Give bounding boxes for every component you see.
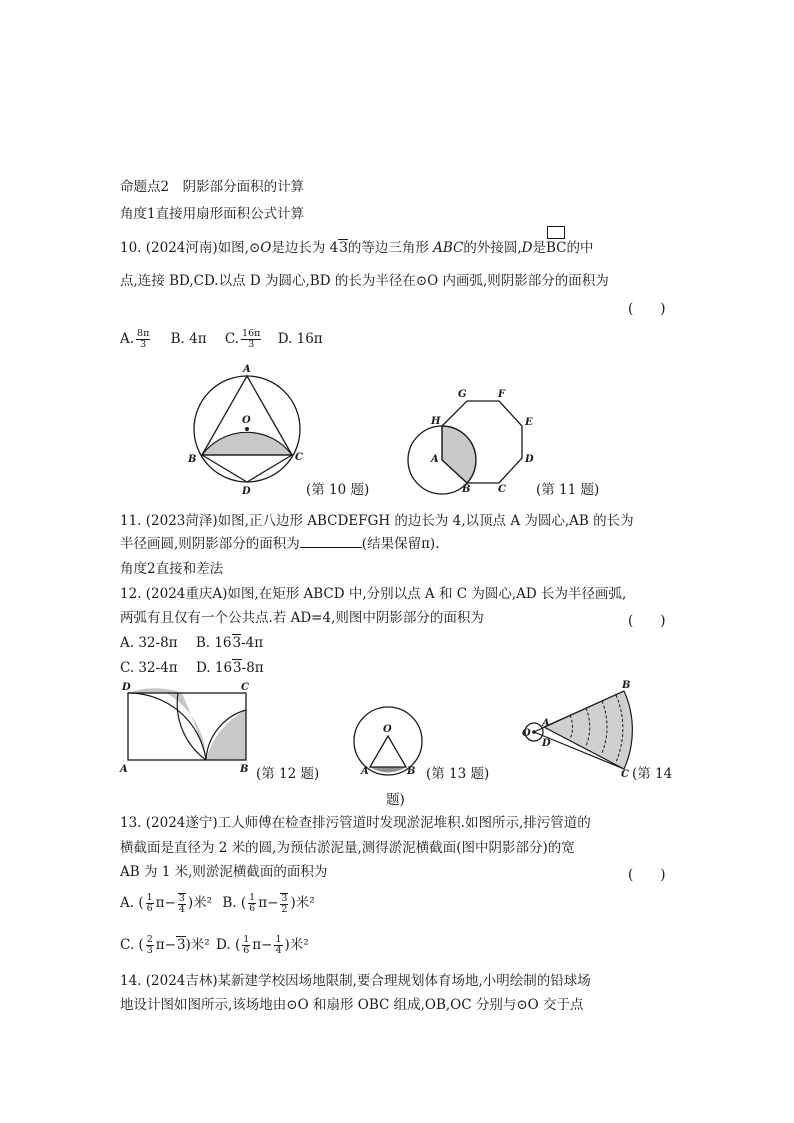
figure-14 — [522, 682, 642, 778]
fig10-shaded-segment — [202, 432, 292, 455]
q14-caption-a: (第 14 — [632, 766, 673, 782]
q10-options: A. $\frac{8\pi}{3}$ B. 4π C. $\frac{16\pi}{3}$ D. 16π — [120, 328, 323, 350]
q12-line2: 两弧有且仅有一个公共点.若 AD=4,则图中阴影部分的面积为 — [120, 610, 484, 626]
fig10-label-a: A — [243, 364, 251, 375]
q14-line1: 14. (2024吉林)某新建学校因场地限制,要合理规划体育场地,小明绘制的铅球场 — [120, 973, 591, 989]
fig13-circle — [354, 707, 422, 775]
q13-answer-paren: ( ) — [628, 867, 666, 883]
q11-caption: (第 11 题) — [536, 482, 600, 498]
fig14-label-b: B — [622, 680, 631, 691]
fig12-label-d: D — [122, 682, 131, 693]
fig12-shaded-top-main — [166, 693, 207, 760]
section-title: 命题点2 阴影部分面积的计算 — [120, 179, 305, 195]
angle1-heading: 角度1直接用扇形面积公式计算 — [120, 206, 305, 222]
q13-line3: AB 为 1 米,则淤泥横截面的面积为 — [120, 864, 328, 880]
figure-10 — [186, 358, 316, 498]
fig13-label-b: B — [407, 766, 416, 777]
fig14-label-o: O — [522, 728, 531, 739]
fig12-shaded-top — [128, 688, 182, 693]
answer-blank[interactable] — [300, 535, 362, 548]
fig10-label-c: C — [295, 452, 303, 463]
fig11-label-d: D — [525, 454, 534, 465]
q10-line2: 点,连接 BD,CD.以点 D 为圆心,BD 的长为半径在⊙O 内画弧,则阴影部分的面积为 — [120, 273, 609, 289]
arc-bc-symbol: BC — [546, 239, 567, 257]
q10-answer-paren: ( ) — [628, 301, 666, 317]
figure-13 — [348, 718, 430, 782]
fig14-label-c: C — [621, 769, 629, 780]
fig11-label-e: E — [525, 417, 533, 428]
fig12-shaded-region-2 — [206, 710, 246, 760]
fig11-label-c: C — [498, 484, 506, 495]
q12-options-ab: A. 32-8π B. 163-4π — [120, 635, 264, 651]
fig11-label-f: F — [498, 389, 506, 400]
angle2-heading: 角度2直接和差法 — [120, 561, 224, 577]
fig10-label-o: O — [242, 415, 251, 426]
q11-line1: 11. (2023菏泽)如图,正八边形 ABCDEFGH 的边长为 4,以顶点 A 为圆心,AB 的长为 — [120, 513, 634, 529]
fig10-label-d: D — [242, 486, 251, 497]
q13-line1: 13. (2024遂宁)工人师傅在检查排污管道时发现淤泥堆积.如图所示,排污管道的 — [120, 815, 591, 831]
q12-caption: (第 12 题) — [256, 766, 320, 782]
fig12-label-b: B — [240, 764, 249, 775]
q14-caption-b: 题) — [386, 792, 405, 808]
fig14-label-a: A — [542, 718, 550, 729]
fig11-label-g: G — [458, 389, 467, 400]
fig14-shaded-sector — [544, 691, 632, 769]
fig12-label-c: C — [241, 682, 249, 693]
figure-12 — [118, 680, 263, 776]
q13-caption: (第 13 题) — [426, 766, 490, 782]
q13-options-ab: A. ( $\frac{1}{6}$ π− $\frac{3}{4}$ )米² B. ( $\frac{1}{6}$ π− $\frac{3}{2}$ )米² — [120, 892, 315, 915]
fig11-shaded-sector — [442, 426, 476, 483]
q11-line2: 半径画圆,则阴影部分的面积为 (结果保留π). — [120, 536, 440, 552]
q14-line2: 地设计图如图所示,该场地由⊙O 和扇形 OBC 组成,OB,OC 分别与⊙O 交于点 — [120, 997, 584, 1013]
fig11-label-a: A — [431, 454, 439, 465]
q13-line2: 横截面是直径为 2 米的圆,为预估淤泥量,测得淤泥横截面(图中阴影部分)的宽 — [120, 840, 575, 856]
fig10-bd-cd — [202, 455, 292, 482]
fig13-shaded-segment — [370, 767, 406, 772]
fig13-triangle — [370, 736, 406, 767]
fig13-label-o: O — [383, 724, 392, 735]
fig10-center-dot — [245, 427, 249, 431]
q12-line1: 12. (2024重庆A)如图,在矩形 ABCD 中,分别以点 A 和 C 为圆心,AD 长为半径画弧, — [120, 586, 627, 602]
q12-options-cd: C. 32-4π D. 163-8π — [120, 660, 264, 676]
fig12-label-a: A — [120, 764, 128, 775]
fig10-label-b: B — [188, 454, 197, 465]
fig14-label-d: D — [542, 738, 551, 749]
fig11-label-b: B — [462, 484, 471, 495]
fig12-shaded-region-1 — [166, 693, 206, 760]
q13-options-cd: C. ( $\frac{2}{3}$ π−3)米² D. ( $\frac{1}{6}$ π− $\frac{1}{4}$ )米² — [120, 934, 309, 956]
q12-answer-paren: ( ) — [628, 613, 666, 629]
fig13-label-a: A — [361, 766, 369, 777]
figure-11 — [400, 384, 540, 494]
q10-caption: (第 10 题) — [306, 482, 370, 498]
fig11-label-h: H — [431, 416, 441, 427]
q10-line1: 10. (2024河南)如图,⊙O是边长为 43的等边三角形 ABC的外接圆,D是 BC的中 — [120, 239, 594, 257]
